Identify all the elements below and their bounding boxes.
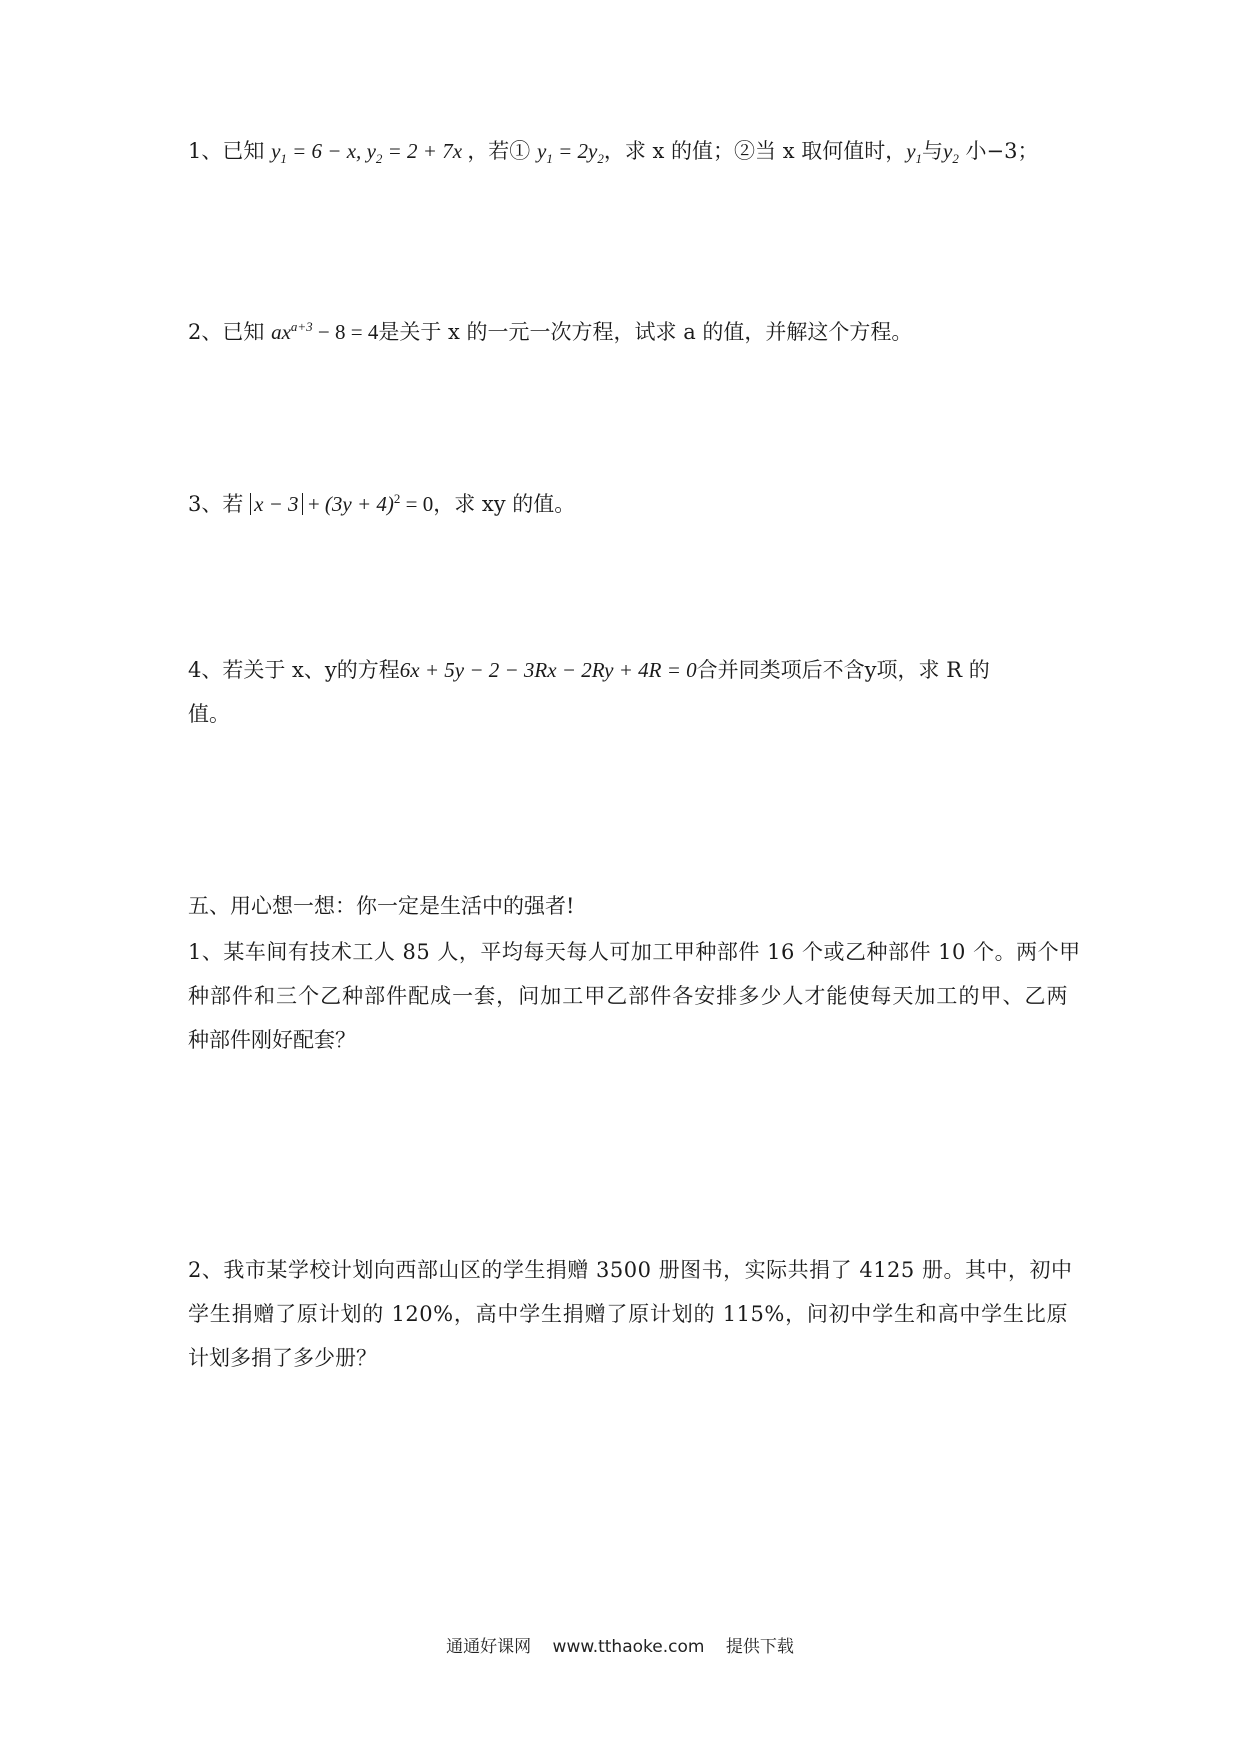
problem-4-text: 合并同类项后不含y项，求 R 的: [696, 658, 990, 682]
s5-q2-line-2: 学生捐赠了原计划的 120%，高中学生捐赠了原计划的 115%，问初中学生和高中学生比原: [188, 1302, 1068, 1326]
problem-1-equations: $y_1 = 6 - x$, $y_2 = 2 + 7x$: [271, 139, 463, 167]
section-heading-text: 五、用心想一想：你一定是生活中的强者!: [188, 894, 575, 918]
section-5-heading: [188, 892, 1068, 920]
problem-1-tail-y2: $y_2$: [943, 139, 959, 167]
problem-2-label: 2、已知: [188, 320, 265, 344]
problem-3-label: 3、若: [188, 492, 244, 516]
problem-4-line-2: [188, 700, 1068, 728]
problem-1-condition-text: ，若①: [467, 139, 537, 163]
problem-4-continuation: 值。: [188, 702, 230, 726]
problem-1-tail-word: 与: [922, 139, 944, 163]
s5-q2-line-1: 2、我市某学校计划向西部山区的学生捐赠 3500 册图书，实际共捐了 4125 册。其中，初中: [188, 1258, 1073, 1282]
page-footer: [0, 1632, 1240, 1657]
footer-suffix: 提供下载: [725, 1637, 794, 1657]
problem-4-equation: 6x + 5y − 2 − 3Rx − 2Ry + 4R = 0: [399, 658, 697, 682]
s5-q1-line-3: 种部件刚好配套？: [188, 1028, 356, 1052]
problem-1: [188, 137, 1068, 165]
problem-3-text: ，求 xy 的值。: [433, 492, 576, 516]
footer-url-link[interactable]: www.tthaoke.com: [552, 1637, 705, 1657]
problem-3-expression: $x - 3 + (3y + 4)^2 = 0$: [250, 492, 433, 516]
problem-2-expression: $ax^{a+3} - 8 = 4$: [271, 319, 379, 344]
s5-q1-line-1: 1、某车间有技术工人 85 人，平均每天每人可加工甲种部件 16 个或乙种部件 10 个。两个甲: [188, 940, 1081, 964]
problem-1-condition-eq: $y_1 = 2y_2$: [537, 139, 604, 167]
problem-2: [188, 318, 1068, 346]
footer-site-name: 通通好课网: [446, 1637, 532, 1657]
absolute-value: x − 3: [250, 493, 303, 515]
s5-q1-line-2: 种部件和三个乙种部件配成一套，问加工甲乙部件各安排多少人才能使每天加工的甲、乙两: [188, 984, 1068, 1008]
problem-3: [188, 490, 1068, 518]
problem-1-question-text: ，求 x 的值；②当 x 取何值时，: [603, 139, 907, 163]
problem-1-tail: $y_1$: [906, 139, 923, 167]
problem-1-label: 1、已知: [188, 139, 265, 163]
problem-4-label: 4、若关于 x、y的方程: [188, 658, 400, 682]
problem-1-tail-end: 小−3；: [958, 139, 1039, 163]
problem-2-text: 是关于 x 的一元一次方程，试求 a 的值，并解这个方程。: [378, 320, 913, 344]
s5-q2-line-3: 计划多捐了多少册？: [188, 1346, 377, 1370]
problem-4-line-1: [188, 656, 1068, 684]
